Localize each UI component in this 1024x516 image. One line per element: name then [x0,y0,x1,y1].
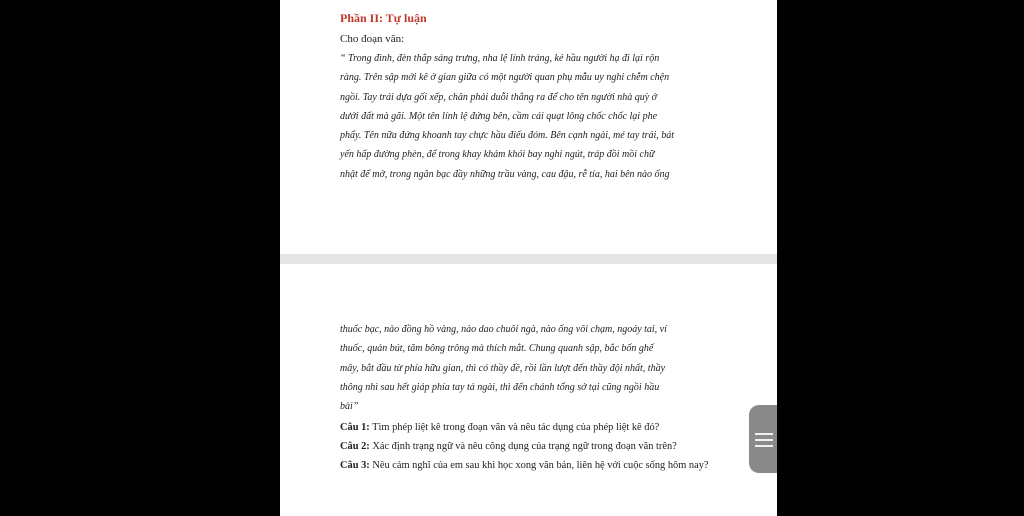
passage-line: mây, bắt đầu từ phía hữu gian, thì có thầy đề, rồi lần lượt đến thầy đội nhất, thầy [340,362,666,374]
question-label: Câu 2: [340,441,370,452]
question-text: Nêu cảm nghĩ của em sau khi học xong văn bản, liên hệ với cuộc sống hôm nay? [372,460,709,471]
passage-line: ràng. Trên sập mới kê ở gian giữa có một người quan phụ mẫu uy nghi chễm chện [340,72,670,84]
passage-line: thuốc, quản bút, tăm bông trông mà thích mắt. Chung quanh sập, bắc bốn ghế [340,343,654,355]
side-scroll-handle[interactable] [749,405,777,473]
question-label: Câu 3: [340,460,370,471]
passage-line: nhật để mở, trong ngăn bạc đầy những trầu vàng, cau đậu, rễ tía, hai bên nào ống [340,168,670,180]
question-label: Câu 1: [340,422,370,433]
question-text: Tìm phép liệt kê trong đoạn văn và nêu tác dụng của phép liệt kê đó? [372,422,660,433]
passage-line: thuốc bạc, nào đồng hồ vàng, nào dao chuôi ngà, nào ống vôi chạm, ngoáy tai, ví [340,324,667,335]
passage-line: phẩy. Tên nữa đứng khoanh tay chực hầu điếu đóm. Bên cạnh ngài, mé tay trái, bát [340,130,675,142]
passage-part-1 [340,49,742,184]
passage-part-2 [340,320,742,416]
passage-line: dưới đất mà gãi. Một tên lính lệ đứng bên, cầm cái quạt lông chốc chốc lại phe [340,110,658,122]
page-separator [280,254,777,264]
passage-line: yến hấp đường phèn, để trong khay khảm khói bay nghi ngút, tráp đồi mồi chữ [340,149,655,161]
question-2 [340,437,750,457]
passage-line: “ Trong đình, đèn thắp sáng trưng, nha lệ lính tráng, kẻ hầu người hạ đi lại rộn [340,53,660,64]
passage-line: ngồi. Tay trái dựa gối xếp, chân phải duỗi thẳng ra để cho tên người nhà quỳ ở [340,91,658,103]
question-1 [340,418,750,438]
passage-line: thông nhì sau hết giáp phía tay tả ngài, thì đến chánh tổng sở tại cũng ngồi hầu [340,381,660,393]
intro-text: Cho đoạn văn: [340,33,405,45]
question-3 [340,456,735,476]
passage-line: bài” [340,401,359,413]
document-page-1 [280,0,777,254]
question-text: Xác định trạng ngữ và nêu công dụng của trạng ngữ trong đoạn văn trên? [372,441,677,452]
section-heading: Phần II: Tự luận [340,11,427,25]
